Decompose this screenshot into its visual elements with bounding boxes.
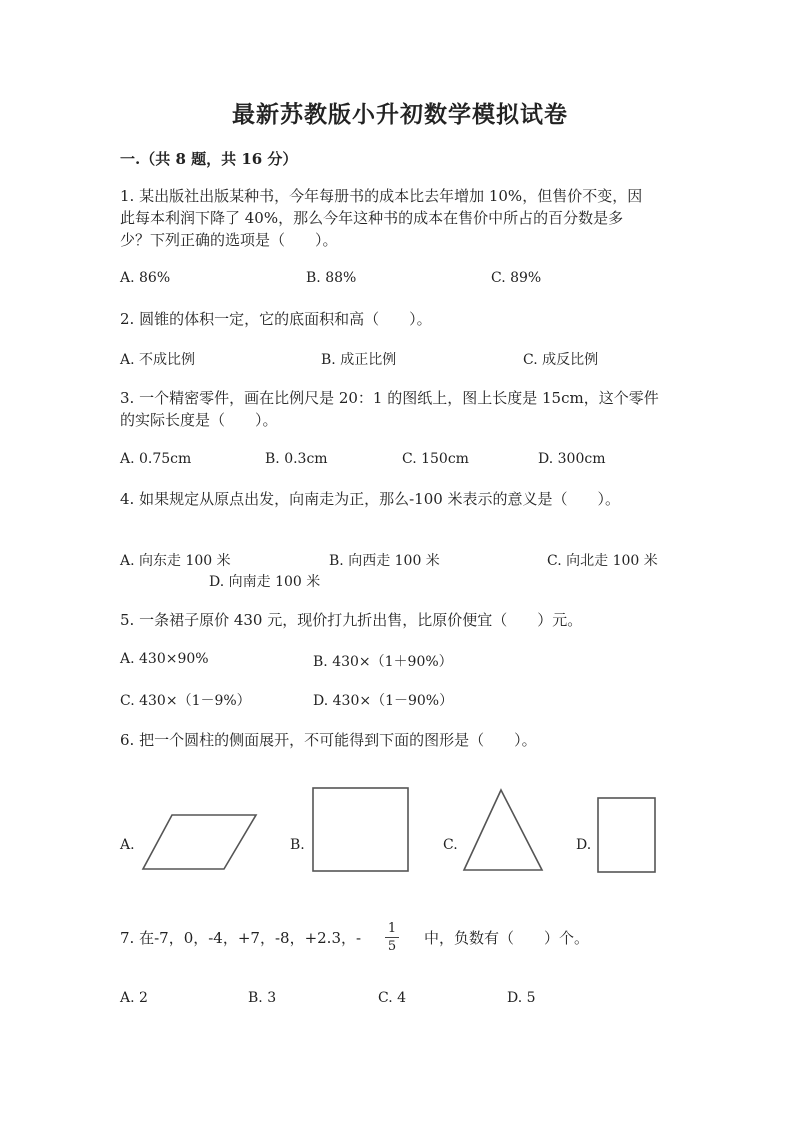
question-5-option-b[interactable]: B. 430×（1＋90%） [313, 654, 453, 670]
question-7-text-before: 7. 在-7，0，-4，+7，-8，+2.3，- [120, 929, 362, 947]
question-2-option-c[interactable]: C. 成反比例 [523, 352, 599, 368]
question-2-option-a[interactable]: A. 不成比例 [120, 352, 196, 368]
question-7-option-a[interactable]: A. 2 [120, 990, 148, 1006]
question-7-option-b[interactable]: B. 3 [248, 990, 277, 1006]
question-7-text-after: 中，负数有（ ）个。 [424, 929, 590, 947]
question-6-option-c[interactable]: C. [443, 837, 458, 853]
question-5-text: 5. 一条裙子原价 430 元，现价打九折出售，比原价便宜（ ）元。 [120, 611, 583, 629]
fraction-numerator: 1 [387, 921, 397, 936]
question-3-option-a[interactable]: A. 0.75cm [120, 451, 192, 467]
question-4-option-c[interactable]: C. 向北走 100 米 [547, 553, 658, 569]
question-7-option-c[interactable]: C. 4 [378, 990, 407, 1006]
question-5-option-c[interactable]: C. 430×（1－9%） [120, 693, 251, 709]
question-7-option-d[interactable]: D. 5 [507, 990, 536, 1006]
fraction [383, 921, 401, 954]
square-figure [311, 786, 411, 874]
question-5-option-d[interactable]: D. 430×（1－90%） [313, 693, 454, 709]
question-2-option-b[interactable]: B. 成正比例 [321, 352, 397, 368]
question-6-option-d[interactable]: D. [576, 837, 592, 853]
parallelogram-figure [140, 812, 260, 872]
page-title: 最新苏教版小升初数学模拟试卷 [232, 101, 568, 128]
question-3-option-b[interactable]: B. 0.3cm [265, 451, 328, 467]
question-3-option-d[interactable]: D. 300cm [538, 451, 606, 467]
question-3-option-c[interactable]: C. 150cm [402, 451, 469, 467]
question-3-line-2: 的实际长度是（ ）。 [120, 411, 278, 429]
question-4-option-d[interactable]: D. 向南走 100 米 [209, 574, 321, 590]
rectangle-figure [596, 796, 658, 874]
question-3-line-1: 3. 一个精密零件，画在比例尺是 20：1 的图纸上，图上长度是 15cm，这个零件 [120, 389, 659, 407]
question-4-option-a[interactable]: A. 向东走 100 米 [120, 553, 231, 569]
triangle-figure [461, 787, 545, 873]
question-6-option-a[interactable]: A. [120, 837, 135, 853]
question-4-option-b[interactable]: B. 向西走 100 米 [329, 553, 440, 569]
fraction-bar [385, 937, 399, 938]
question-4-text: 4. 如果规定从原点出发，向南走为正，那么-100 米表示的意义是（ ）。 [120, 490, 621, 508]
question-6-text: 6. 把一个圆柱的侧面展开，不可能得到下面的图形是（ ）。 [120, 731, 537, 749]
question-6-option-b[interactable]: B. [290, 837, 305, 853]
question-1-option-c[interactable]: C. 89% [491, 270, 542, 286]
question-1-line-2: 此每本利润下降了 40%，那么今年这种书的成本在售价中所占的百分数是多 [120, 209, 624, 227]
question-1-line-1: 1. 某出版社出版某种书，今年每册书的成本比去年增加 10%，但售价不变，因 [120, 187, 643, 205]
question-2-text: 2. 圆锥的体积一定，它的底面积和高（ ）。 [120, 310, 432, 328]
question-5-option-a[interactable]: A. 430×90% [120, 651, 209, 667]
question-1-option-a[interactable]: A. 86% [120, 270, 171, 286]
question-1-line-3: 少？下列正确的选项是（ ）。 [120, 231, 338, 249]
question-1-option-b[interactable]: B. 88% [306, 270, 357, 286]
section-heading: 一.（共 8 题，共 16 分） [120, 150, 298, 168]
fraction-denominator: 5 [387, 939, 397, 954]
